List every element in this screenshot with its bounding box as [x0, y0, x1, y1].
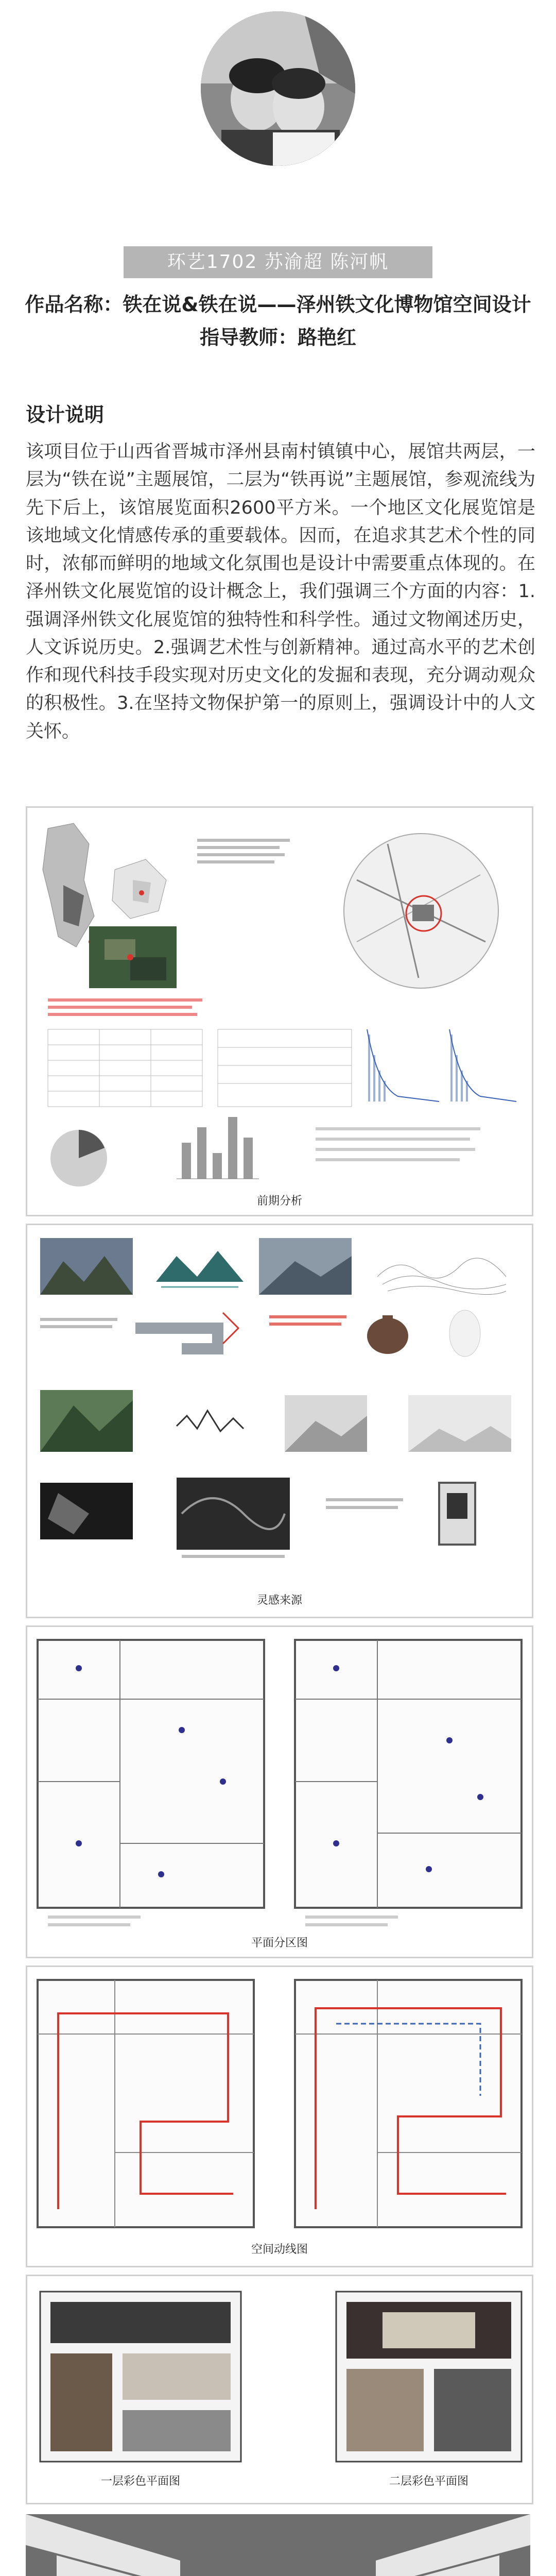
- advisor-name: 指导教师：路艳红: [199, 326, 356, 349]
- rendering-hall: [26, 2514, 530, 2576]
- zoning-caption: 平面分区图: [251, 1937, 308, 1950]
- hall-render-image: [26, 2514, 530, 2576]
- plan-1f-caption: 一层彩色平面图: [100, 2475, 181, 2488]
- analysis-panel: [26, 806, 533, 1216]
- circulation-panel: [26, 1965, 533, 2267]
- author-banner: 环艺1702 苏渝超 陈河帆: [124, 246, 432, 278]
- avatar-photo: [201, 11, 355, 166]
- analysis-caption: 前期分析: [256, 1195, 303, 1208]
- color-plans-panel: [26, 2275, 533, 2504]
- zoning-panel: [26, 1625, 533, 1958]
- color-floor-plans: [27, 2276, 532, 2503]
- section-heading: 设计说明: [26, 403, 105, 426]
- design-description: 该项目位于山西省晋城市泽州县南村镇镇中心，展馆共两层，一层为“铁在说”主题展馆，二层为“铁再说”主题展馆，参观流线为先下后上，该馆展览面积2600平方米。一个地区文化展览馆是该地域文化情感传承的重要载体。因而，在追求其艺术个性的同时，浓郁而鲜明的地域文化氛围也是设计中需要重点体现的。在泽州铁文化展览馆的设计概念上，我们强调三个方面的内容：1.强调泽州铁文化展览馆的独特性和科学性。通过文物阐述历史，人文诉说历史。2.强调艺术性与创新精神。通过高水平的艺术创作和现代科技手段实现对历史文化的发掘和表现，充分调动观众的积极性。3.在坚持文物保护第一的原则上，强调设计中的人文关怀。: [26, 442, 535, 742]
- circulation-caption: 空间动线图: [251, 2243, 308, 2256]
- work-title: 作品名称：铁在说&铁在说——泽州铁文化博物馆空间设计: [25, 293, 531, 316]
- plan-2f-caption: 二层彩色平面图: [389, 2475, 469, 2488]
- analysis-board: [27, 808, 532, 1215]
- circulation-plans: [27, 1967, 532, 2266]
- inspiration-board: [27, 1225, 532, 1617]
- inspiration-caption: 灵感来源: [256, 1594, 303, 1607]
- zoning-plans: [27, 1627, 532, 1957]
- avatar: [201, 11, 355, 166]
- inspiration-panel: [26, 1224, 533, 1618]
